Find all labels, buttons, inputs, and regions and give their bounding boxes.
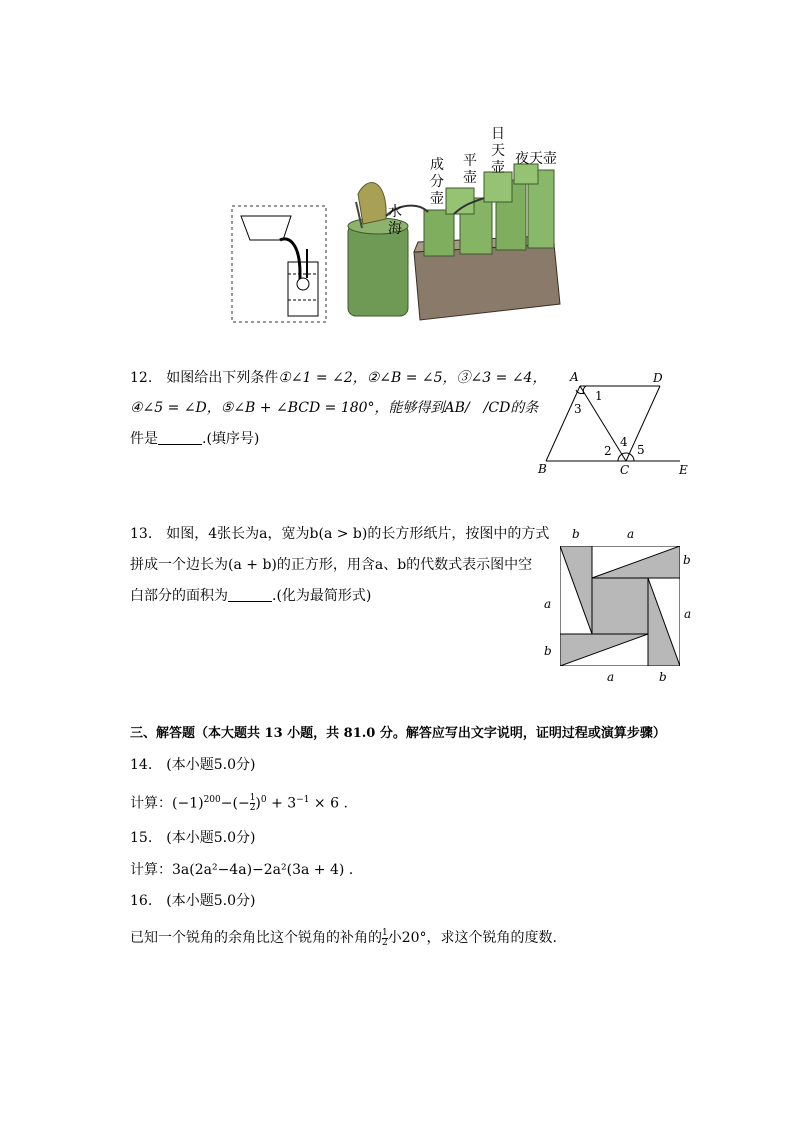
q14-frac-num: 1 <box>249 793 256 804</box>
q12-line3-prefix: 件是 <box>130 431 158 447</box>
q16-prefix: 已知一个锐角的余角比这个锐角的补角的 <box>130 930 382 946</box>
q12-figure <box>534 368 694 480</box>
q12-label-3: 3 <box>574 402 582 416</box>
q12-label-2: 2 <box>604 444 612 458</box>
q13-label-left-b: b <box>544 644 552 658</box>
q12-line2: ④∠5 = ∠D，⑤∠B + ∠BCD = 180°，能够得到AB/ /CD的条 <box>130 400 539 416</box>
q12-label-1: 1 <box>595 389 603 403</box>
parallelogram-diagram <box>534 368 694 480</box>
q12-label-C: C <box>620 463 630 477</box>
line-AB <box>546 386 580 461</box>
q14-exp2: 0 <box>260 795 267 805</box>
q12-line3 <box>130 429 259 449</box>
q12-label-E: E <box>679 463 688 477</box>
q12-label-4: 4 <box>620 435 628 449</box>
label-yetian-pot: 夜天壶 <box>515 151 557 167</box>
q13-line3-prefix: 白部分的面积为 <box>130 588 228 604</box>
q13-label-bottom-b: b <box>659 670 667 684</box>
q13-label-top-a: a <box>627 527 635 541</box>
q16-suffix: 小20°，求这个锐角的度数. <box>387 930 557 946</box>
q12-label-5: 5 <box>637 443 645 457</box>
square-pinwheel-diagram <box>560 546 680 666</box>
q15-body: 计算：3a(2a²−4a)−2a²(3a + 4) . <box>130 862 354 878</box>
q12-line3-suffix: .(填序号) <box>202 431 260 447</box>
q13-answer-blank[interactable] <box>228 587 272 602</box>
inner-square <box>592 578 648 634</box>
q14-frac-den: 2 <box>249 803 256 814</box>
q13-figure <box>560 546 680 666</box>
label-ping-pot: 平壶 <box>463 153 477 186</box>
q12-line1 <box>130 368 546 388</box>
q14-exp3: −1 <box>296 795 310 805</box>
q12-prefix: 12. 如图 <box>130 370 195 386</box>
q12-label-A: A <box>570 370 579 384</box>
q13-label-left-a: a <box>544 597 552 611</box>
q14-body <box>130 790 348 814</box>
q12-answer-blank[interactable] <box>158 430 202 445</box>
q15-header: 15. (本小题5.0分) <box>130 830 256 846</box>
q14-rest: + 3 <box>266 795 297 812</box>
q13-line1: 13. 如图，4张长为a，宽为b(a > b)的长方形纸片，按图中的方式 <box>130 526 550 542</box>
q14-header: 14. (本小题5.0分) <box>130 757 256 773</box>
label-ritian-pot: 日天壶 <box>491 126 505 176</box>
q16-body <box>130 928 557 948</box>
q13-label-right-a: a <box>684 607 692 621</box>
q14-mid: −(− <box>220 795 250 812</box>
q13-label-top-b: b <box>572 527 580 541</box>
q12-mid: 给出下列条件 <box>194 370 279 386</box>
q14-after-frac: ) <box>255 795 261 812</box>
q16-header: 16. (本小题5.0分) <box>130 893 256 909</box>
q14-exp1: 200 <box>203 795 221 805</box>
q13-line3-suffix: .(化为最简形式) <box>272 588 372 604</box>
label-water-sea: 水海 <box>388 204 402 237</box>
q14-prefix: 计算：(−1) <box>130 795 204 812</box>
q13-label-right-b: b <box>683 553 691 567</box>
q13-label-bottom-a: a <box>607 670 615 684</box>
q12-label-D: D <box>653 371 663 385</box>
section3-heading: 三、解答题（本大题共 13 小题，共 81.0 分。解答应写出文字说明，证明过程或演算步骤） <box>130 726 666 741</box>
q16-frac-num: 1 <box>382 927 388 938</box>
q12-label-B: B <box>538 462 547 476</box>
label-chengfen-pot: 成分壶 <box>430 157 444 207</box>
q13-line3 <box>130 586 371 606</box>
q14-tail: × 6 . <box>309 795 348 812</box>
q12-conds: ①∠1 = ∠2，②∠B = ∠5，③∠3 = ∠4， <box>278 370 547 386</box>
q13-line2: 拼成一个边长为(a + b)的正方形，用含a、b的代数式表示图中空 <box>130 557 533 573</box>
line-AC <box>580 386 626 461</box>
q16-frac-den: 2 <box>382 937 388 948</box>
